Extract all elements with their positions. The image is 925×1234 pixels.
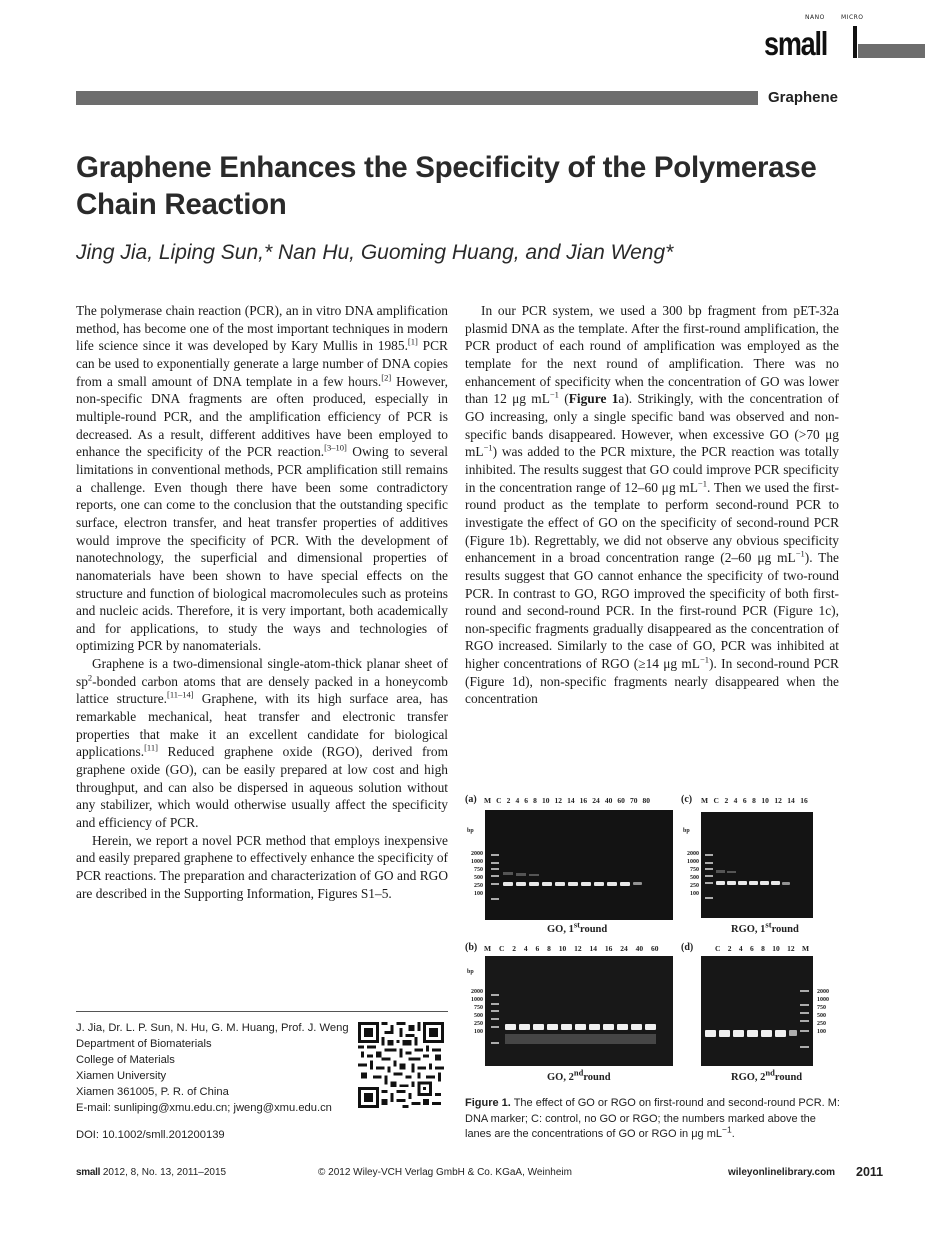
panel-a-bp: bp xyxy=(467,828,474,834)
figure-caption-label: Figure 1. xyxy=(465,1097,511,1109)
paragraph-3: Herein, we report a novel PCR method that employs inexpensive and easily prepared graphene to effectively enhance the specificity of PCR reactions. The preparation and characterization of GO and RGO are described in the Supporting Information, Figures S1–5. xyxy=(76,832,448,901)
paragraph-1: The polymerase chain reaction (PCR), an in vitro DNA amplification method, has become one of the most important techniques in modern life science since it was developed by Kary Mullis in 1985.[1] PCR can be used to exponentially generate a large number of DNA copies from a small amount of DNA template in a few hours.[2] However, non-specific DNA fragments are often produced, especially in multiple-round PCR, and the amplification efficiency of PCR is decreased. As a result, different additives have been employed to enhance the specificity of the PCR reaction.[3–10] Owing to several limitations in conventional methods, PCR amplification still remains a challenge. Even though there have been some contradictory reports, one can come to the conclusion that the outstanding specific surface, electron transfer, and heat transfer properties of additives would improve the specificity of PCR. With the development of nanotechnology, the superficial and dimensional properties of nanomaterials have been shown to have special effects on the structure and function of biological macromolecules such as proteins and nucleic acids. Therefore, it is very important, both academically and for applications, to study the ways and technologies of optimizing PCR by nanomaterials. xyxy=(76,303,448,654)
logo-micro: MICRO xyxy=(841,14,864,21)
panel-c-label: (c) xyxy=(681,794,693,805)
qr-code-icon[interactable] xyxy=(358,1022,444,1108)
gel-panel-b xyxy=(485,956,673,1066)
affiliation-block xyxy=(76,1020,366,1116)
affiliation-authors: J. Jia, Dr. L. P. Sun, N. Hu, G. M. Huang, Prof. J. Weng xyxy=(76,1022,349,1034)
figure-1 xyxy=(465,790,839,1090)
panel-b-lanes: M C 2 4 6 8 10 12 14 16 24 40 60 xyxy=(484,944,659,953)
article-title: Graphene Enhances the Specificity of the Polymerase Chain Reaction xyxy=(76,151,817,221)
doi[interactable]: DOI: 10.1002/smll.201200139 xyxy=(76,1129,225,1141)
header-grey-block xyxy=(858,44,925,58)
affiliation-email[interactable]: E-mail: sunliping@xmu.edu.cn; jweng@xmu.edu.cn xyxy=(76,1102,332,1114)
panel-c-ladder: 2000 1000 750 500 250 100 xyxy=(687,851,699,897)
panel-d-lanes: C 2 4 6 8 10 12 M xyxy=(715,944,810,953)
affiliation-address: Xiamen 361005, P. R. of China xyxy=(76,1086,229,1098)
header-band xyxy=(76,91,758,105)
article-authors: Jing Jia, Liping Sun,* Nan Hu, Guoming Huang, and Jian Weng* xyxy=(76,241,674,264)
logo-bar xyxy=(853,26,857,58)
footer-url[interactable]: wileyonlinelibrary.com xyxy=(728,1167,836,1178)
affiliation-university: Xiamen University xyxy=(76,1070,167,1082)
panel-a-label: (a) xyxy=(465,794,477,805)
footer-copyright: © 2012 Wiley-VCH Verlag GmbH & Co. KGaA, Weinheim xyxy=(318,1167,572,1178)
panel-b-bp: bp xyxy=(467,969,474,975)
panel-d-label: (d) xyxy=(681,942,694,953)
panel-b-round-label: GO, 2ndround xyxy=(547,1067,611,1083)
page-number: 2011 xyxy=(856,1165,884,1179)
gel-panel-d xyxy=(701,956,813,1066)
panel-b-ladder: 2000 1000 750 500 250 100 xyxy=(471,989,483,1035)
panel-a-round-label: GO, 1stround xyxy=(547,919,608,935)
affiliation-department: Department of Biomaterials xyxy=(76,1038,212,1050)
panel-b-label: (b) xyxy=(465,942,478,953)
paragraph-4: In our PCR system, we used a 300 bp fragment from pET-32a plasmid DNA as the template. After the first-round amplification, the PCR product of each round of amplification was employed as the template for the next round of amplification. There was no enhancement of specificity when the concentration of GO was lower than 12 μg $mL^{-1}$ (Figure 1a). Strikingly, with the concentration of GO increasing, only a single specific band was observed and non-specific bands disappeared. However, when excessive GO (>70 μg $mL^{-1}$) was added to the PCR mixture, the PCR reaction was totally inhibited. The results suggest that GO could improve PCR specificity in the concentration range of 12–60 μg $mL^{-1}$. Then we used the first-round product as the template to perform second-round PCR to investigate the effect of GO on the specificity of second-round PCR (Figure 1b). Regrettably, we did not observe any obvious specificity enhancement in a broad concentration range (2–60 μg $mL^{-1}$). The results suggest that GO cannot enhance the specificity of two-round PCR. In contrast to GO, RGO improved the specificity of both first-round and second-round PCR. In the first-round PCR (Figure 1c), non-specific fragments gradually disappeared as the concentration of RGO increased. Similarly to the case of GO, PCR was inhibited at higher concentrations of RGO (≥14 μg $mL^{-1}$). In second-round PCR (Figure 1d), non-specific fragments nearly disappeared when the concentration xyxy=(465,303,839,707)
panel-d-round-label: RGO, 2ndround xyxy=(731,1067,803,1083)
figure-caption: Figure 1. The effect of GO or RGO on first-round and second-round PCR. M: DNA marker; C: control, no GO or RGO; the numbers marked above the lanes are the concentrations of GO or RGO in μg $mL^{-1}$. xyxy=(465,1097,840,1140)
body-column-right xyxy=(465,302,839,708)
figure-reference[interactable]: Figure 1 xyxy=(568,391,619,407)
panel-a-lanes: M C 2 4 6 8 10 12 14 16 24 40 60 70 80 xyxy=(484,796,651,805)
body-column-left xyxy=(76,302,448,902)
section-label: Graphene xyxy=(768,89,839,106)
panel-c-round-label: RGO, 1stround xyxy=(731,919,799,935)
affiliation-rule xyxy=(76,1011,448,1012)
journal-logo xyxy=(764,14,864,64)
panel-c-lanes: M C 2 4 6 8 10 12 14 16 xyxy=(701,796,808,805)
affiliation-college: College of Materials xyxy=(76,1054,175,1066)
gel-panel-a xyxy=(485,810,673,920)
panel-a-ladder: 2000 1000 750 500 250 100 xyxy=(471,851,483,897)
panel-d-ladder: 2000 1000 750 500 250 100 xyxy=(817,989,829,1035)
paragraph-2: Graphene is a two-dimensional single-atom-thick planar sheet of $sp^2$-bonded carbon atoms that are densely packed in a honeycomb lattice structure.[11–14] Graphene, with its high surface area, has remarkable mechanical, heat transfer and electronic transfer properties that make it an excellent candidate for biological applications.[11] Reduced graphene oxide (RGO), derived from graphene oxide (GO), can be easily prepared at low cost and high throughput, and can also be dispersed in aqueous solution without any stabilizer, which would otherwise usually affect the specificity and efficiency of PCR. xyxy=(76,656,448,831)
logo-small: small xyxy=(764,25,828,62)
gel-panel-c xyxy=(701,812,813,918)
logo-nano: NANO xyxy=(805,14,825,21)
footer-citation: small 2012, 8, No. 13, 2011–2015 xyxy=(76,1167,227,1178)
panel-c-bp: bp xyxy=(683,828,690,834)
